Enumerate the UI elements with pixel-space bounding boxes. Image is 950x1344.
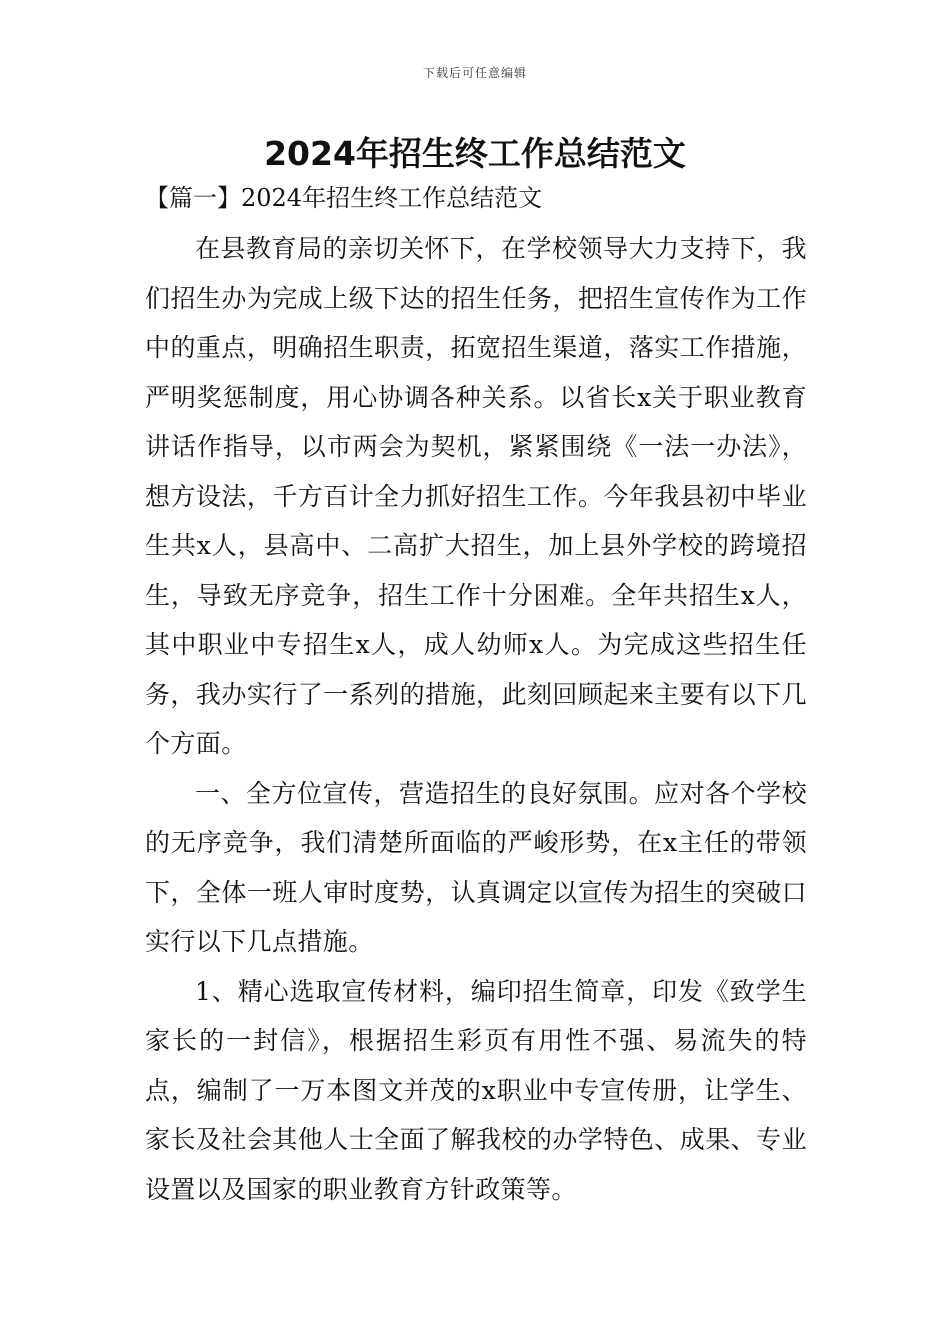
- section-heading: 【篇一】2024年招生终工作总结范文: [145, 184, 543, 212]
- document-title: 2024年招生终工作总结范文: [264, 134, 686, 173]
- paragraph-item-one: 1、精心选取宣传材料，编印招生简章，印发《致学生家长的一封信》，根据招生彩页有用性不强、易流失的特点，编制了一万本图文并茂的x职业中专宣传册，让学生、家长及社会其他人士全面了解我校的办学特色、成果、专业设置以及国家的职业教育方针政策等。: [145, 976, 807, 1204]
- page-header-note: 下载后可任意编辑: [422, 66, 527, 80]
- document-body: [145, 224, 807, 1214]
- paragraph-intro: 在县教育局的亲切关怀下，在学校领导大力支持下，我们招生办为完成上级下达的招生任务，把招生宣传作为工作中的重点，明确招生职责，拓宽招生渠道，落实工作措施，严明奖惩制度，用心协调各种关系。以省长x关于职业教育讲话作指导，以市两会为契机，紧紧围绕《一法一办法》，想方设法，千方百计全力抓好招生工作。今年我县初中毕业生共x人，县高中、二高扩大招生，加上县外学校的跨境招生，导致无序竞争，招生工作十分困难。全年共招生x人，其中职业中专招生x人，成人幼师x人。为完成这些招生任务，我办实行了一系列的措施，此刻回顾起来主要有以下几个方面。: [145, 234, 807, 758]
- paragraph-section-one: 一、全方位宣传，营造招生的良好氛围。应对各个学校的无序竞争，我们清楚所面临的严峻形势，在x主任的带领下，全体一班人审时度势，认真调定以宣传为招生的突破口实行以下几点措施。: [145, 778, 807, 956]
